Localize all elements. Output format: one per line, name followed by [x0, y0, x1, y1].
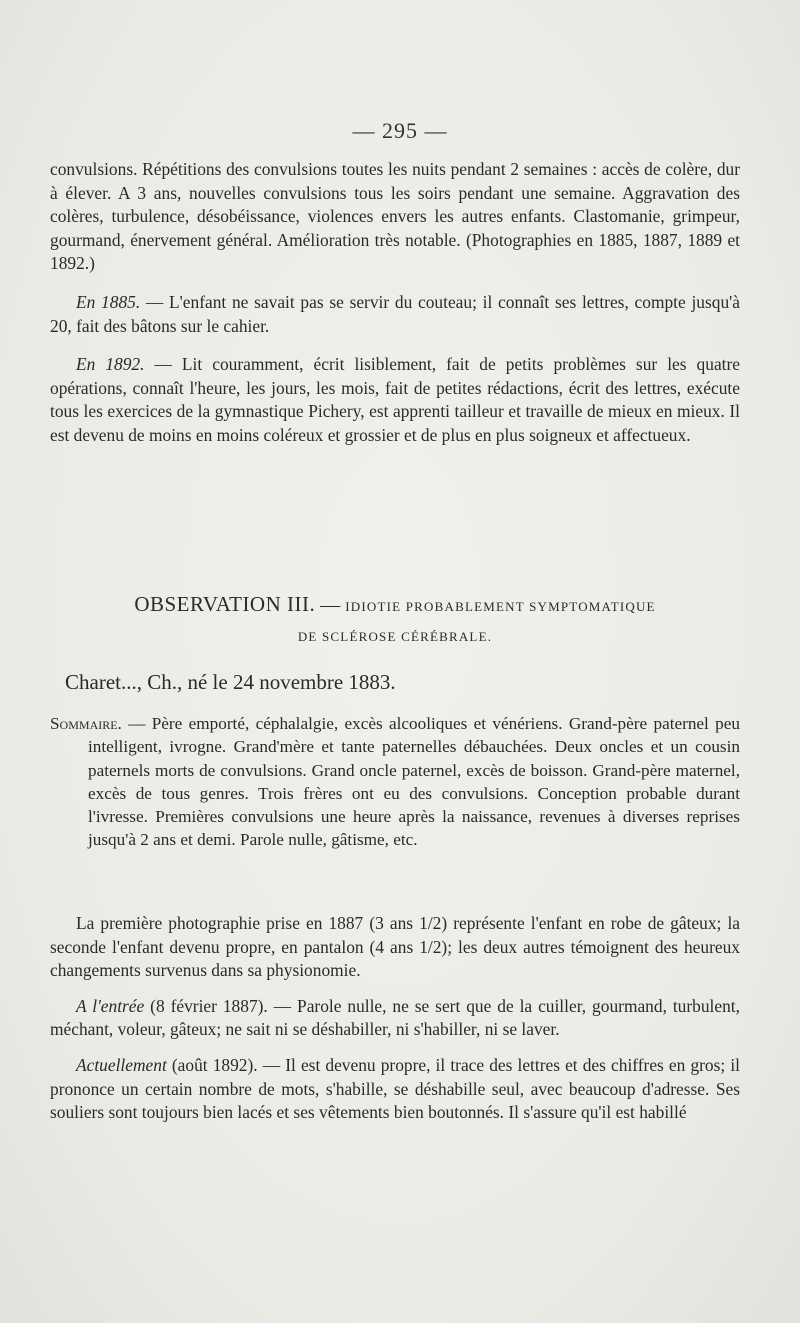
paragraph-4: La première photographie prise en 1887 (3 ans 1/2) représente l'enfant en robe de gâteux; la seconde l'enfant devenu propre, en pantalon (4 ans 1/2); les deux autres témoignent des heureux changements survenus dans sa physionomie. — [50, 913, 740, 981]
paragraph-2 — [50, 291, 740, 338]
paragraph-1: convulsions. Répétitions des convulsions toutes les nuits pendant 2 semaines : accès de colère, dur à élever. A 3 ans, nouvelles convulsions tous les soirs pendant une semaine. Aggravation des colères, turbulence, désobéissance, violences envers les autres enfants. Clastomanie, grimpeur, gourmand, énervement général. Amélioration très notable. (Photographies en 1885, 1887, 1889 et 1892.) — [50, 159, 740, 274]
top-text-block — [50, 158, 740, 448]
paragraph-5-text: (8 février 1887). — Parole nulle, ne se sert que de la cuiller, gourmand, turbulent, méchant, voleur, gâteux; ne sait ni se déshabiller, ni s'habiller, ni se laver. — [50, 995, 740, 1040]
paragraph-3-lead: En 1892. — [76, 354, 145, 375]
subject-line: Charet..., Ch., né le 24 novembre 1883. — [65, 670, 396, 694]
observation-heading — [50, 589, 740, 652]
sommaire-block — [50, 712, 740, 852]
paragraph-5 — [50, 995, 740, 1042]
observation-title: OBSERVATION III. — [134, 592, 316, 616]
observation-line-2: DE SCLÉROSE CÉRÉBRALE. — [297, 629, 493, 644]
paragraph-2-text: — L'enfant ne savait pas se servir du couteau; il connaît ses lettres, compte jusqu'à 20, fait des bâtons sur le cahier. — [50, 291, 740, 336]
paragraph-5-lead: A l'entrée — [76, 995, 145, 1016]
bottom-text-block — [50, 912, 740, 1125]
paragraph-3-text: — Lit couramment, écrit lisiblement, fait de petits problèmes sur les quatre opérations, connaît l'heure, les jours, les mois, fait de petites rédactions, écrit des lettres, exécute tous les exercices de la gymnastique Pichery, est apprenti tailleur et travaille de mieux en mieux. Il est devenu de moins en moins coléreux et grossier et de plus en plus soigneux et affectueux. — [50, 354, 740, 445]
sommaire-text: — Père emporté, céphalalgie, excès alcooliques et vénériens. Grand-père paternel peu intelligent, ivrogne. Grand'mère et tante paternelles débauchées. Deux oncles et un cousin paternels morts de convulsions. Grand oncle paternel, excès de boisson. Grand-père maternel, excès de tous genres. Trois frères ont eu des convulsions. Conception probable durant l'ivresse. Premières convulsions une heure après la naissance, revenues à diverses reprises jusqu'à 2 ans et demi. Parole nulle, gâtisme, etc. — [88, 714, 740, 850]
observation-line-1: IDIOTIE PROBABLEMENT SYMPTOMATIQUE — [345, 599, 656, 614]
paragraph-2-lead: En 1885. — [76, 291, 141, 312]
paragraph-6-lead: Actuellement — [76, 1054, 167, 1075]
observation-dash: — — [315, 594, 346, 616]
page-number: — 295 — — [352, 118, 448, 143]
sommaire-lead: Sommaire. — [50, 714, 122, 733]
sommaire-paragraph — [50, 712, 740, 852]
paragraph-6-text: (août 1892). — Il est devenu propre, il trace des lettres et des chiffres en gros; il prononce un certain nombre de mots, s'habille, se déshabille seul, avec beaucoup d'adresse. Ses souliers sont toujours bien lacés et ses vêtements bien boutonnés. Il s'assure qu'il est habillé — [50, 1054, 740, 1123]
paragraph-3 — [50, 353, 740, 447]
paragraph-6 — [50, 1054, 740, 1125]
